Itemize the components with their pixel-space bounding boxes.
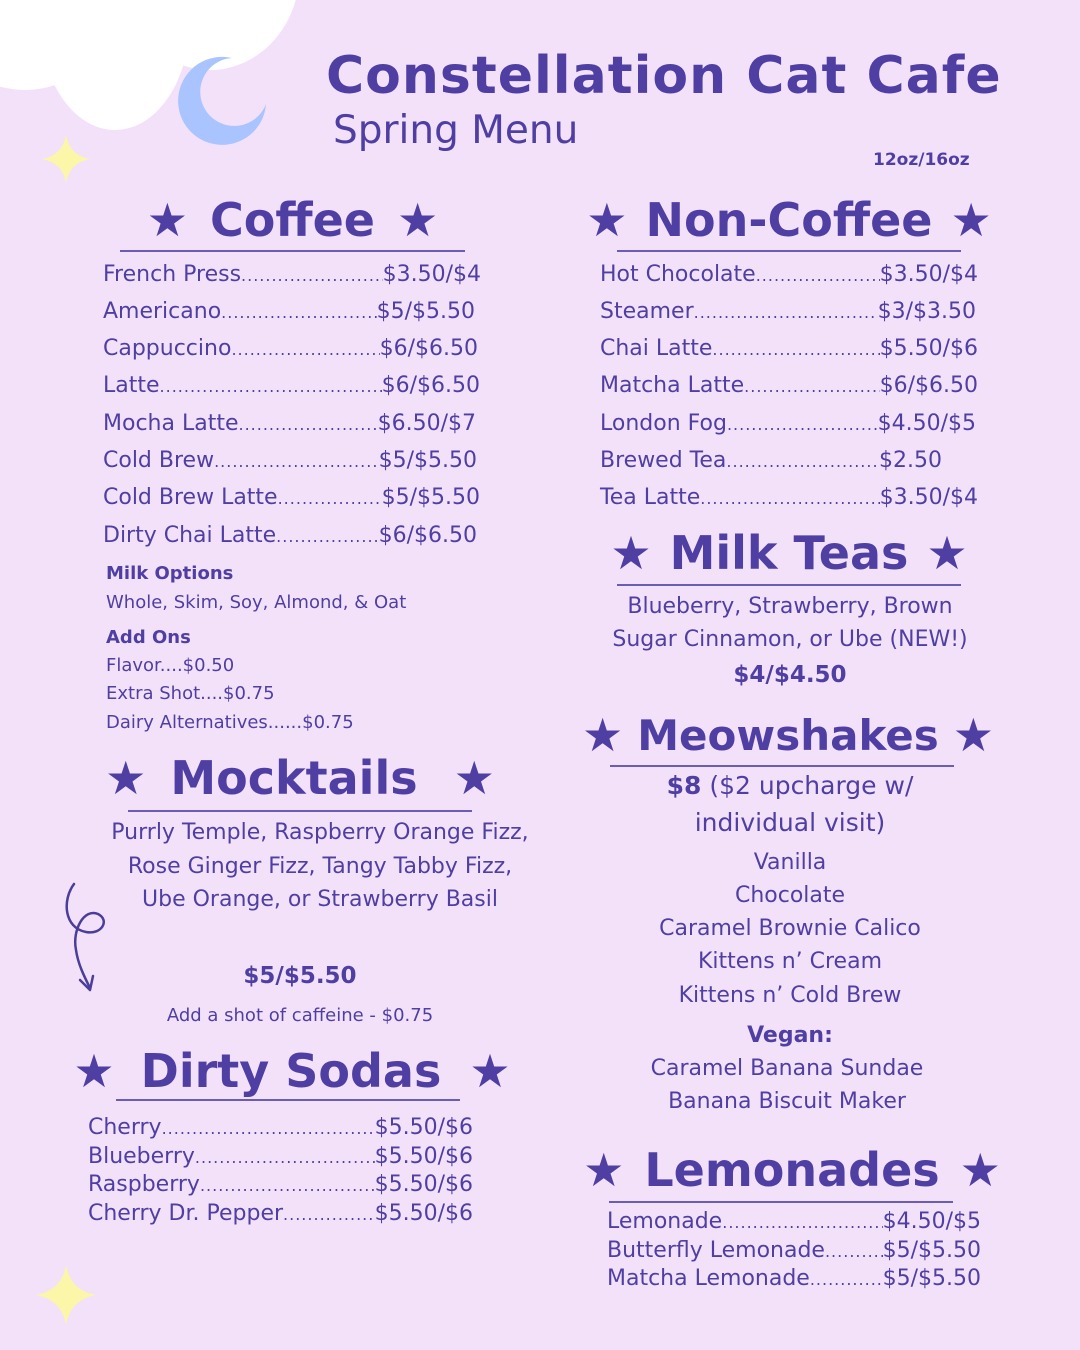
coffee-heading: ★ Coffee ★: [146, 193, 439, 247]
mocktail-flavors-line: Purrly Temple, Raspberry Orange Fizz,: [111, 820, 529, 845]
divider: [610, 765, 954, 767]
milk-teas-heading: ★ Milk Teas ★: [610, 526, 968, 580]
dirty-sodas-heading: ★ Dirty Sodas ★: [73, 1044, 511, 1098]
lemonades-heading: ★ Lemonades ★: [583, 1143, 1001, 1197]
divider: [609, 1201, 953, 1203]
star-icon: ★: [950, 193, 992, 247]
meowshake-flavor: Kittens n’ Cream: [697, 949, 883, 974]
caffeine-note: Add a shot of caffeine - $0.75: [166, 1005, 434, 1026]
star-icon: ★: [926, 526, 968, 580]
meowshake-flavor: Vanilla: [753, 850, 827, 875]
sparkle-icon: [36, 1265, 96, 1325]
star-icon: ★: [105, 751, 147, 805]
divider: [128, 810, 472, 812]
mocktails-price: $5/$5.50: [243, 963, 357, 989]
vegan-flavor: Caramel Banana Sundae: [650, 1056, 924, 1081]
milk-teas-price: $4/$4.50: [733, 662, 847, 688]
meowshake-flavor: Caramel Brownie Calico: [659, 916, 921, 941]
add-on-item: Extra Shot....$0.75: [106, 683, 275, 704]
menu-item: Tea Latte ..... $3.50/$4: [600, 485, 978, 510]
star-icon: ★: [73, 1044, 115, 1098]
milk-options-title: Milk Options: [106, 563, 234, 584]
sparkle-icon: [42, 135, 90, 183]
star-icon: ★: [583, 1143, 625, 1197]
menu-item: Americano ..... $5/$5.50: [103, 299, 475, 324]
star-icon: ★: [610, 526, 652, 580]
star-icon: ★: [952, 708, 994, 762]
menu-item: Cold Brew ..... $5/$5.50: [103, 448, 477, 473]
meowshakes-heading: ★ Meowshakes ★: [582, 708, 994, 762]
meowshake-flavor: Kittens n’ Cold Brew: [678, 983, 902, 1008]
menu-item: Chai Latte ..... $5.50/$6: [600, 336, 978, 361]
meowshake-flavor: Chocolate: [734, 883, 846, 908]
mocktails-heading: ★ Mocktails ★: [105, 751, 495, 805]
divider: [617, 584, 961, 586]
star-icon: ★: [469, 1044, 511, 1098]
menu-item: French Press ..... $3.50/$4: [103, 262, 481, 287]
crescent-moon-icon: [170, 50, 270, 150]
non-coffee-heading: ★ Non-Coffee ★: [586, 193, 992, 247]
star-icon: ★: [586, 193, 628, 247]
menu-item: Latte ..... $6/$6.50: [103, 373, 480, 398]
menu-item: Cherry Dr. Pepper ..... $5.50/$6: [88, 1201, 473, 1226]
page-subtitle: Spring Menu: [333, 108, 579, 153]
milk-options-text: Whole, Skim, Soy, Almond, & Oat: [106, 592, 407, 613]
milk-tea-flavors-line: Sugar Cinnamon, or Ube (NEW!): [612, 627, 968, 652]
divider: [120, 250, 465, 252]
star-icon: ★: [397, 193, 439, 247]
menu-item: Matcha Latte ..... $6/$6.50: [600, 373, 978, 398]
add-ons-title: Add Ons: [106, 627, 191, 648]
menu-item: Dirty Chai Latte ..... $6/$6.50: [103, 523, 477, 548]
menu-item: Blueberry ..... $5.50/$6: [88, 1144, 473, 1169]
menu-item: Steamer ..... $3/$3.50: [600, 299, 976, 324]
menu-item: London Fog ..... $4.50/$5: [600, 411, 976, 436]
star-icon: ★: [959, 1143, 1001, 1197]
vegan-title: Vegan:: [747, 1023, 833, 1048]
mocktail-flavors-line: Rose Ginger Fizz, Tangy Tabby Fizz,: [127, 854, 513, 879]
star-icon: ★: [453, 751, 495, 805]
divider: [116, 1099, 460, 1101]
meowshakes-price: $8 ($2 upcharge w/: [666, 771, 914, 800]
vegan-flavor: Banana Biscuit Maker: [668, 1089, 906, 1114]
star-icon: ★: [582, 708, 624, 762]
star-icon: ★: [146, 193, 188, 247]
add-on-item: Flavor....$0.50: [106, 655, 235, 676]
menu-item: Matcha Lemonade ..... $5/$5.50: [607, 1266, 981, 1291]
size-note: 12oz/16oz: [873, 150, 970, 170]
menu-item: Mocha Latte ..... $6.50/$7: [103, 411, 476, 436]
milk-tea-flavors-line: Blueberry, Strawberry, Brown: [627, 594, 953, 619]
add-on-item: Dairy Alternatives......$0.75: [106, 712, 354, 733]
menu-item: Raspberry ..... $5.50/$6: [88, 1172, 473, 1197]
menu-item: Hot Chocolate ..... $3.50/$4: [600, 262, 978, 287]
menu-item: Cherry ..... $5.50/$6: [88, 1115, 473, 1140]
menu-item: Lemonade ..... $4.50/$5: [607, 1209, 981, 1234]
meowshakes-price-note: individual visit): [694, 808, 886, 837]
mocktail-flavors-line: Ube Orange, or Strawberry Basil: [142, 887, 498, 912]
page-title: Constellation Cat Cafe: [326, 46, 1002, 106]
curly-arrow-icon: [60, 880, 120, 995]
menu-item: Brewed Tea ..... $2.50: [600, 448, 942, 473]
menu-item: Butterfly Lemonade ..... $5/$5.50: [607, 1238, 981, 1263]
menu-item: Cappuccino ..... $6/$6.50: [103, 336, 478, 361]
divider: [617, 250, 961, 252]
menu-item: Cold Brew Latte ..... $5/$5.50: [103, 485, 480, 510]
